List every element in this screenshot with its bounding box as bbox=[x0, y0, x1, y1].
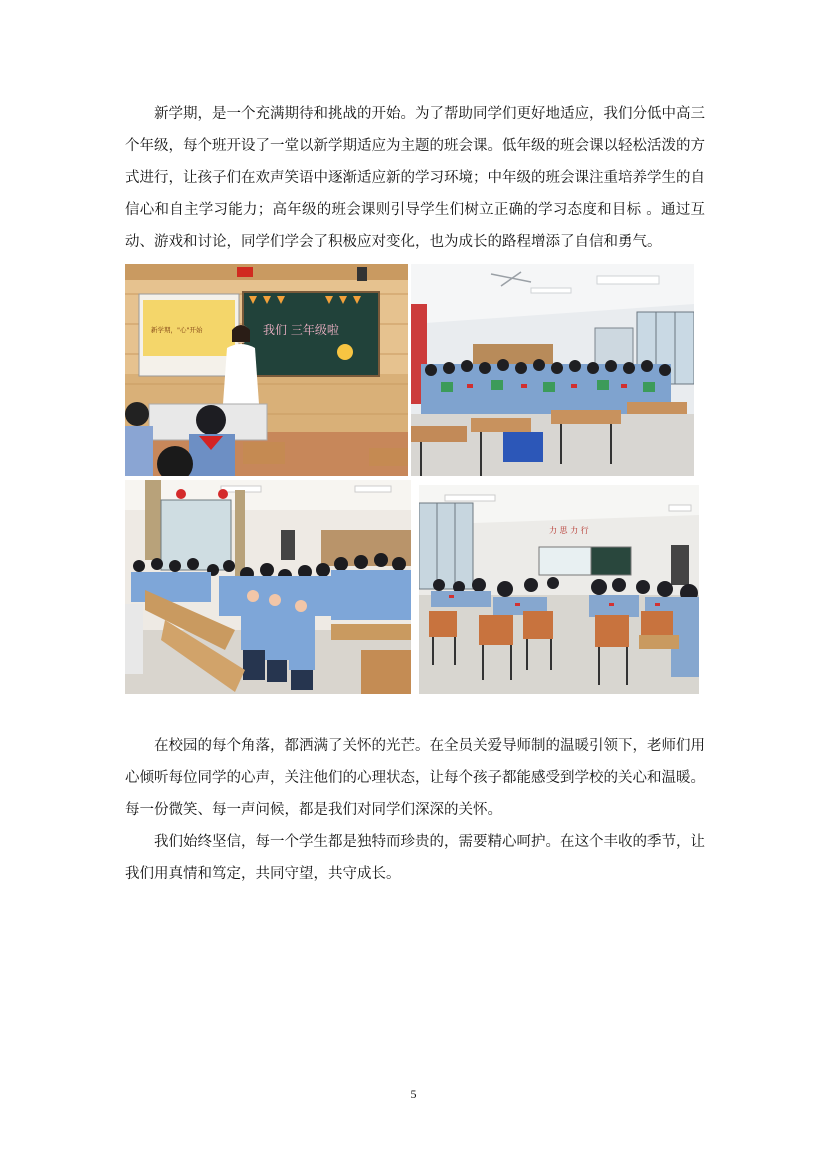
classroom-photo-students-standing bbox=[125, 480, 411, 694]
page-number: 5 bbox=[410, 1087, 417, 1101]
wall-banner: 力 思 力 行 bbox=[549, 526, 589, 535]
blackboard-caption: 我们 三年级啦 bbox=[263, 323, 339, 337]
care-paragraph: 在校园的每个角落，都洒满了关怀的光芒。在全员关爱导师制的温暖引领下，老师们用心倾听每位同学的心声，关注他们的心理状态，让每个孩子都能感受到学校的关心和温暖。每一份微笑、每一声问候，都是我们对同学们深深的关怀。 bbox=[125, 738, 705, 818]
classroom-photo-students-books bbox=[411, 264, 694, 476]
belief-paragraph: 我们始终坚信，每一个学生都是独特而珍贵的，需要精心呵护。在这个丰收的季节，让我们用真情和笃定，共同守望，共守成长。 bbox=[125, 834, 705, 882]
screen-caption: 新学期，"心"开始 bbox=[151, 326, 203, 334]
intro-paragraph: 新学期，是一个充满期待和挑战的开始。为了帮助同学们更好地适应，我们分低中高三个年级，每个班开设了一堂以新学期适应为主题的班会课。低年级的班会课以轻松活泼的方式进行，让孩子们在欢声笑语中逐渐适应新的学习环境；中年级的班会课注重培养学生的自信心和自主学习能力；高年级的班会课则引导学生们树立正确的学习态度和目标 。通过互动、游戏和讨论，同学们学会了积极应对变化，也为成长的路程增添了自信和勇气。 bbox=[125, 106, 705, 250]
classroom-photo-teacher bbox=[125, 264, 408, 476]
classroom-photo-back-view bbox=[419, 485, 699, 694]
